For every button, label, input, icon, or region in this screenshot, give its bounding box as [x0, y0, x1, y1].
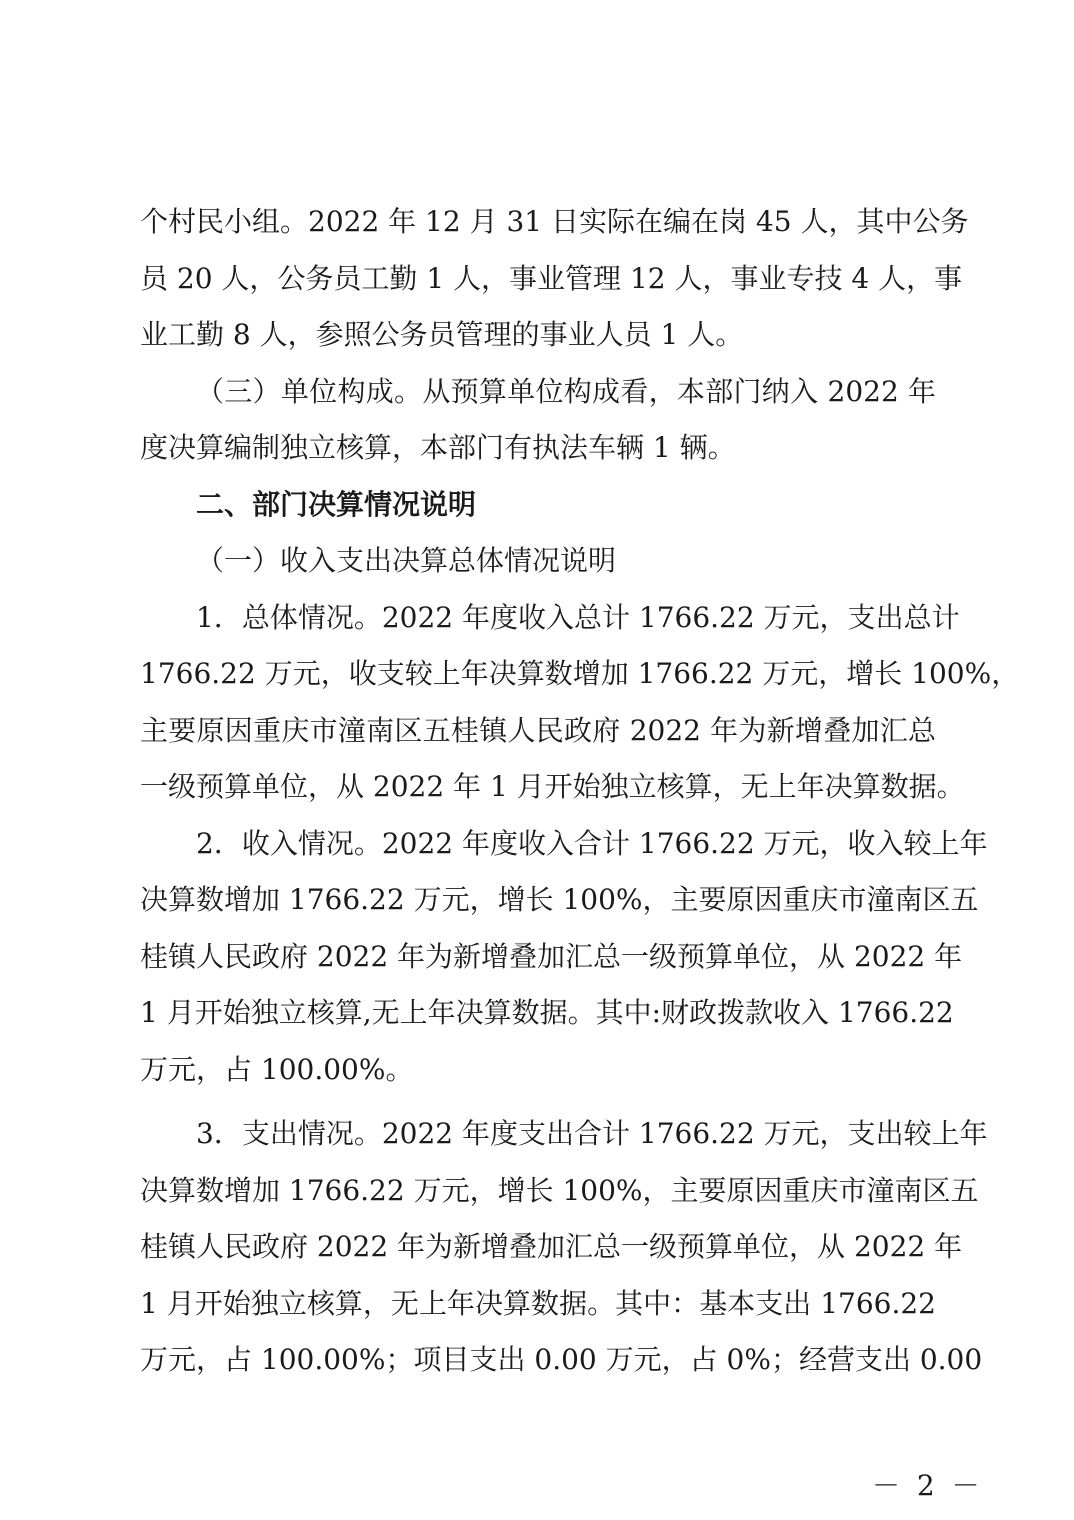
text-line: 桂镇人民政府 2022 年为新增叠加汇总一级预算单位，从 2022 年	[140, 1230, 963, 1263]
text-line: 员 20 人，公务员工勤 1 人，事业管理 12 人，事业专技 4 人，事	[140, 261, 963, 295]
text-line: 万元，占 100.00%；项目支出 0.00 万元，占 0%；经营支出 0.00	[140, 1343, 983, 1376]
section-heading: 二、部门决算情况说明	[196, 487, 477, 521]
paragraph-overall: 1．总体情况。2022 年度收入总计 1766.22 万元，支出总计	[196, 600, 960, 634]
page-number: － 2 －	[872, 1469, 984, 1502]
text-line: 决算数增加 1766.22 万元，增长 100%，主要原因重庆市潼南区五	[140, 1173, 979, 1207]
text-line: 决算数增加 1766.22 万元，增长 100%，主要原因重庆市潼南区五	[140, 883, 979, 916]
text-line: 1766.22 万元，收支较上年决算数增加 1766.22 万元，增长 100%，	[140, 657, 1020, 690]
text-line: 万元，占 100.00%。	[140, 1052, 414, 1086]
text-line: 主要原因重庆市潼南区五桂镇人民政府 2022 年为新增叠加汇总	[140, 713, 936, 747]
text-line: 业工勤 8 人，参照公务员管理的事业人员 1 人。	[140, 318, 744, 351]
text-line: 1 月开始独立核算，无上年决算数据。其中：基本支出 1766.22	[140, 1286, 936, 1320]
text-line: 一级预算单位，从 2022 年 1 月开始独立核算，无上年决算数据。	[140, 770, 965, 803]
subsection-heading: （一）收入支出决算总体情况说明	[196, 544, 617, 577]
paragraph-expenditure: 3．支出情况。2022 年度支出合计 1766.22 万元，支出较上年	[196, 1117, 988, 1150]
document-body	[140, 194, 1020, 1389]
text-line: 度决算编制独立核算，本部门有执法车辆 1 辆。	[140, 431, 736, 464]
text-line: 个村民小组。2022 年 12 月 31 日实际在编在岗 45 人，其中公务	[140, 205, 969, 238]
paragraph-income: 2．收入情况。2022 年度收入合计 1766.22 万元，收入较上年	[196, 826, 988, 860]
text-line: 1 月开始独立核算,无上年决算数据。其中:财政拨款收入 1766.22	[140, 996, 954, 1029]
text-line: 桂镇人民政府 2022 年为新增叠加汇总一级预算单位，从 2022 年	[140, 939, 963, 973]
section-unit-composition: （三）单位构成。从预算单位构成看，本部门纳入 2022 年	[196, 374, 936, 408]
